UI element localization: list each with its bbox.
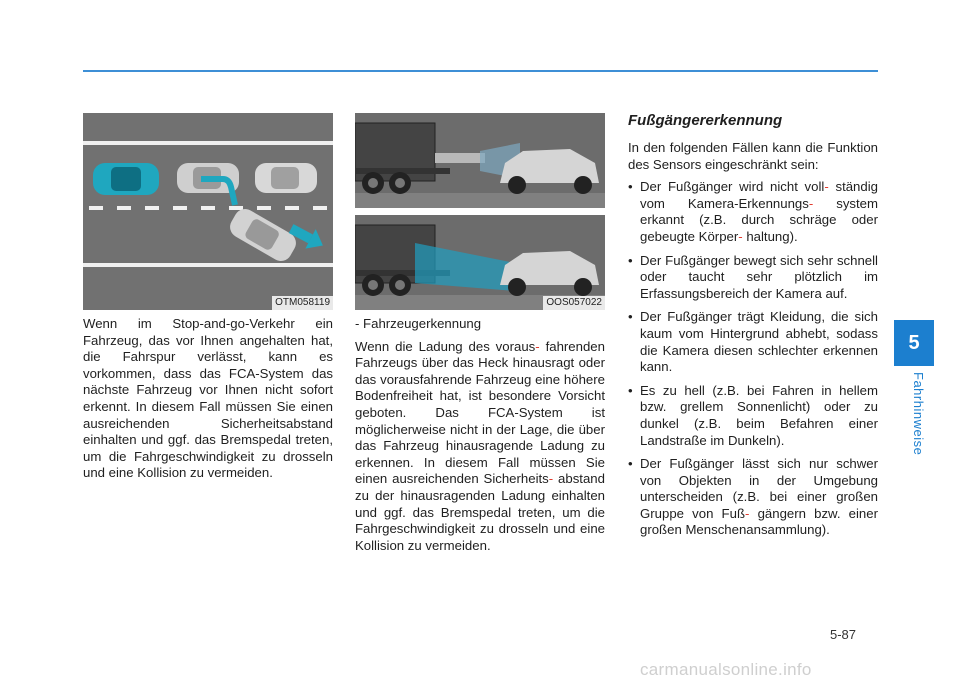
chapter-number-tab[interactable]: 5 (894, 320, 934, 366)
vehicle-detection-dash-item: - Fahrzeugerkennung (355, 316, 482, 331)
list-item: • Es zu hell (z.B. bei Fahren in hellem bzw. grellem Sonnenlicht) oder zu dunkel (z.B. beim Befahren einer Landstraße im Dunkeln). (628, 383, 878, 449)
limitations-list (628, 179, 878, 539)
left-column-text (83, 316, 333, 488)
right-column-text (628, 112, 878, 546)
header-rule (83, 70, 878, 72)
overhanging-load-paragraph: Wenn die Ladung des voraus- fahrenden Fahrzeugs über das Heck hinausragt oder das vorausfahrende Fahrzeug eine höhere Bodenfreiheit hat, ist besondere Vorsicht geboten. Das FCA-System ist möglicherweise nicht in der Lage, die über das Fahrzeug hinausragende Ladung zu erkennen. In diesem Fall müssen Sie einen ausreichenden Sicherheits- abstand zu der hinausragenden Ladung einhalten und ggf. das Bremspedal treten, um die Fahrgeschwindigkeit zu drosseln und eine Kollision zu vermeiden. (355, 338, 605, 553)
figure-overhanging-load (355, 113, 605, 310)
chapter-label: Fahrhinweise (911, 372, 926, 456)
figure-lane-change (83, 113, 333, 310)
list-item: • Der Fußgänger wird nicht voll- ständig vom Kamera-Erkennungs- system erkannt (z.B. durch schräge oder gebeugte Körper- haltung). (628, 179, 878, 245)
middle-column-text (355, 316, 605, 560)
lane-change-illustration (83, 113, 333, 310)
list-item: • Der Fußgänger trägt Kleidung, die sich kaum vom Hintergrund abhebt, sodass die Kamera diesen schlechter erkennen kann. (628, 309, 878, 375)
pedestrian-intro: In den folgenden Fällen kann die Funktion des Sensors eingeschränkt sein: (628, 140, 878, 172)
vehicle-detection-illustration (355, 113, 605, 310)
stop-and-go-paragraph: Wenn im Stop-and-go-Verkehr ein Fahrzeug, das vor Ihnen angehalten hat, die Fahrspur verlässt, kann es vorkommen, dass das FCA-System das nächste Fahrzeug vor Ihnen nicht sofort erkennt. In diesem Fall müssen Sie einen ausreichenden Sicherheitsabstand einhalten und ggf. das Bremspedal treten, um die Fahrgeschwindigkeit zu drosseln und eine Kollision zu vermeiden. (83, 316, 333, 481)
page-number: 5-87 (830, 627, 857, 642)
list-item: • Der Fußgänger bewegt sich sehr schnell oder taucht sehr plötzlich im Erfassungsbereich der Kamera auf. (628, 253, 878, 303)
pedestrian-detection-heading: Fußgängererkennung (628, 112, 783, 129)
own-car-icon (93, 163, 159, 195)
watermark-text: carmanualsonline.info (640, 660, 812, 679)
next-car-icon (255, 163, 317, 193)
figure-code: OOS057022 (543, 296, 605, 310)
list-item: • Der Fußgänger lässt sich nur schwer von Objekten in der Umgebung unterscheiden (z.B. bei einer großen Gruppe von Fuß- gängern bzw. einer großen Menschenansammlung). (628, 456, 878, 539)
figure-code: OTM058119 (272, 296, 333, 310)
